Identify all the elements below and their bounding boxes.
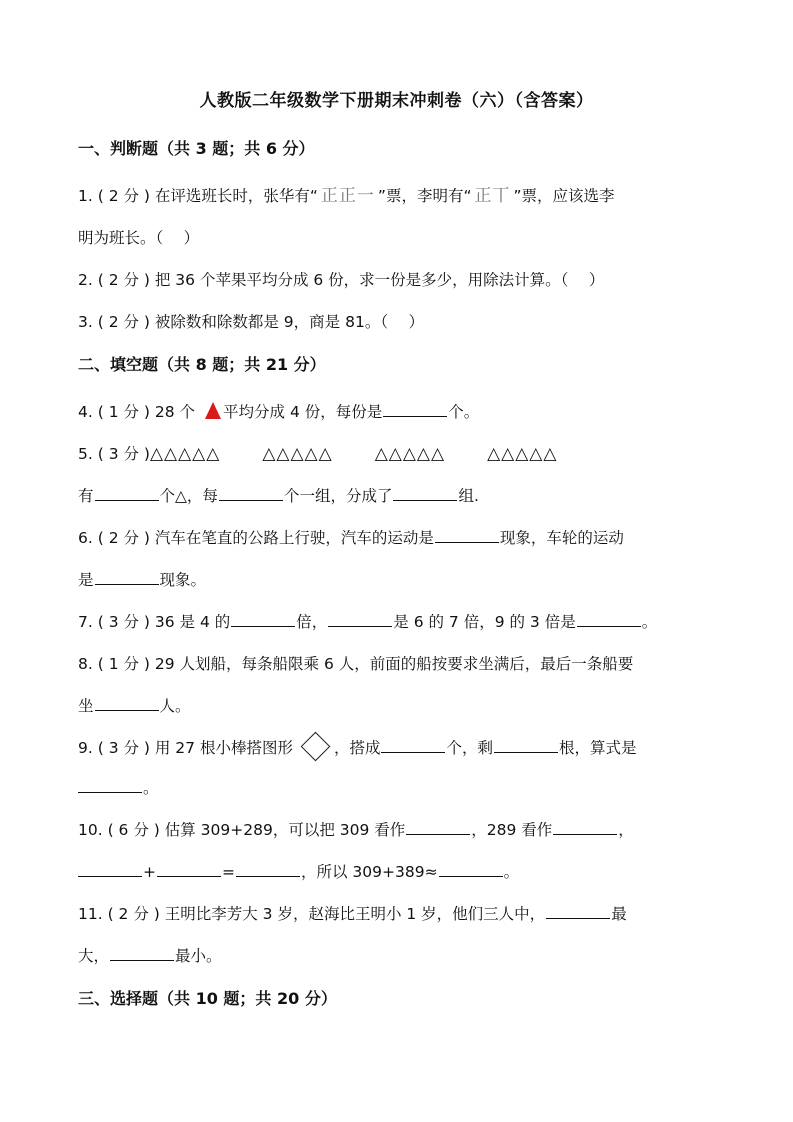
answer-blank[interactable] bbox=[381, 738, 445, 753]
q9-text: 9. ( 3 分 ) 用 27 根小棒搭图形 bbox=[78, 739, 293, 757]
question-3: 3. ( 2 分 ) 被除数和除数都是 9，商是 81。（ ） bbox=[78, 313, 424, 331]
answer-blank[interactable] bbox=[383, 402, 447, 417]
q8-text: 坐 bbox=[78, 697, 94, 715]
answer-blank[interactable] bbox=[439, 862, 503, 877]
question-8-line-2 bbox=[78, 696, 191, 716]
answer-blank[interactable] bbox=[219, 486, 283, 501]
q5-text: 有 bbox=[78, 487, 94, 505]
triangle-group-icon: △△△△△ bbox=[262, 444, 333, 464]
tally-mark-icon: 正正一 bbox=[320, 186, 375, 206]
q5-prefix: 5. ( 3 分 ) bbox=[78, 445, 150, 463]
triangle-group-icon: △△△△△ bbox=[374, 444, 446, 464]
q1-prefix: 1. ( 2 分 ) 在评选班长时，张华有“ bbox=[78, 187, 318, 205]
question-8-line-1: 8. ( 1 分 ) 29 人划船，每条船限乘 6 人，前面的船按要求坐满后，最后一条船要 bbox=[78, 655, 634, 673]
answer-blank[interactable] bbox=[406, 820, 470, 835]
q7-text: 倍， bbox=[296, 613, 328, 631]
q4-mid: 平均分成 4 份，每份是 bbox=[223, 403, 383, 421]
q6-text: 现象。 bbox=[159, 571, 207, 589]
question-11-line-1 bbox=[78, 904, 627, 924]
question-6-line-1 bbox=[78, 528, 624, 548]
q7-text: 是 6 的 7 倍，9 的 3 倍是 bbox=[393, 613, 576, 631]
answer-blank[interactable] bbox=[393, 486, 457, 501]
answer-blank[interactable] bbox=[95, 696, 159, 711]
question-1-line-2: 明为班长。（ ） bbox=[78, 229, 200, 247]
answer-blank[interactable] bbox=[435, 528, 499, 543]
answer-blank[interactable] bbox=[95, 570, 159, 585]
question-6-line-2 bbox=[78, 570, 206, 590]
answer-blank[interactable] bbox=[157, 862, 221, 877]
q9-text: 根，算式是 bbox=[559, 739, 637, 757]
answer-blank[interactable] bbox=[231, 612, 295, 627]
q10-text: ，289 看作 bbox=[471, 821, 553, 839]
q11-text: 大， bbox=[78, 947, 110, 965]
triangle-group-icon: △△△△△ bbox=[487, 444, 558, 464]
question-2: 2. ( 2 分 ) 把 36 个苹果平均分成 6 份，求一份是多少，用除法计算。（ ） bbox=[78, 271, 605, 289]
answer-blank[interactable] bbox=[553, 820, 617, 835]
answer-blank[interactable] bbox=[110, 946, 174, 961]
question-4 bbox=[78, 402, 479, 422]
question-5-line-2 bbox=[78, 486, 479, 506]
q6-text: 6. ( 2 分 ) 汽车在笔直的公路上行驶，汽车的运动是 bbox=[78, 529, 434, 547]
diamond-shape-icon bbox=[301, 732, 331, 762]
tally-mark-icon: 正丅 bbox=[474, 186, 511, 206]
q1-mid: ”票，李明有“ bbox=[377, 187, 472, 205]
q10-text: ， bbox=[618, 821, 634, 839]
q5-text: 组. bbox=[458, 487, 479, 505]
q10-text: ，所以 309+389≈ bbox=[301, 863, 438, 881]
q11-text: 最小。 bbox=[175, 947, 222, 965]
section-heading-multiple-choice: 三、选择题（共 10 题；共 20 分） bbox=[78, 989, 337, 1008]
q4-suffix: 个。 bbox=[448, 403, 480, 421]
answer-blank[interactable] bbox=[95, 486, 159, 501]
q10-text: + bbox=[143, 863, 156, 881]
question-9-line-2 bbox=[78, 778, 159, 798]
q4-prefix: 4. ( 1 分 ) 28 个 bbox=[78, 403, 196, 421]
question-1-line-1 bbox=[78, 186, 615, 206]
answer-blank[interactable] bbox=[494, 738, 558, 753]
q9-text: 个，剩 bbox=[446, 739, 493, 757]
q6-text: 是 bbox=[78, 571, 94, 589]
question-10-line-1 bbox=[78, 820, 634, 840]
question-10-line-2 bbox=[78, 862, 519, 882]
answer-blank[interactable] bbox=[236, 862, 300, 877]
q8-text: 人。 bbox=[159, 697, 191, 715]
answer-blank[interactable] bbox=[78, 778, 142, 793]
question-5-line-1 bbox=[78, 444, 557, 464]
q9-text: 。 bbox=[143, 779, 159, 797]
q5-text: 个一组，分成了 bbox=[283, 487, 393, 505]
q9-text: ，搭成 bbox=[333, 739, 381, 757]
q10-text: 。 bbox=[503, 863, 520, 881]
question-11-line-2 bbox=[78, 946, 222, 966]
q1-suffix: ”票，应该选李 bbox=[513, 187, 615, 205]
page-title: 人教版二年级数学下册期末冲刺卷（六）（含答案） bbox=[199, 91, 594, 111]
answer-blank[interactable] bbox=[577, 612, 641, 627]
q11-text: 最 bbox=[611, 905, 627, 923]
answer-blank[interactable] bbox=[328, 612, 392, 627]
q10-text: 10. ( 6 分 ) 估算 309+289，可以把 309 看作 bbox=[78, 821, 406, 839]
triangle-group-icon: △△△△△ bbox=[149, 444, 221, 464]
q5-text: 个△，每 bbox=[159, 487, 218, 505]
question-7 bbox=[78, 612, 657, 632]
q11-text: 11. ( 2 分 ) 王明比李芳大 3 岁，赵海比王明小 1 岁，他们三人中， bbox=[78, 905, 546, 923]
section-heading-fill-blank: 二、填空题（共 8 题；共 21 分） bbox=[78, 355, 326, 374]
q7-text: 。 bbox=[641, 613, 658, 631]
q7-text: 7. ( 3 分 ) 36 是 4 的 bbox=[78, 613, 231, 631]
red-triangle-icon bbox=[205, 402, 221, 419]
question-9-line-1 bbox=[78, 736, 637, 758]
section-heading-judgment: 一、判断题（共 3 题；共 6 分） bbox=[78, 139, 315, 158]
answer-blank[interactable] bbox=[78, 862, 142, 877]
answer-blank[interactable] bbox=[546, 904, 610, 919]
q6-text: 现象，车轮的运动 bbox=[499, 529, 624, 547]
q10-text: = bbox=[222, 863, 235, 881]
